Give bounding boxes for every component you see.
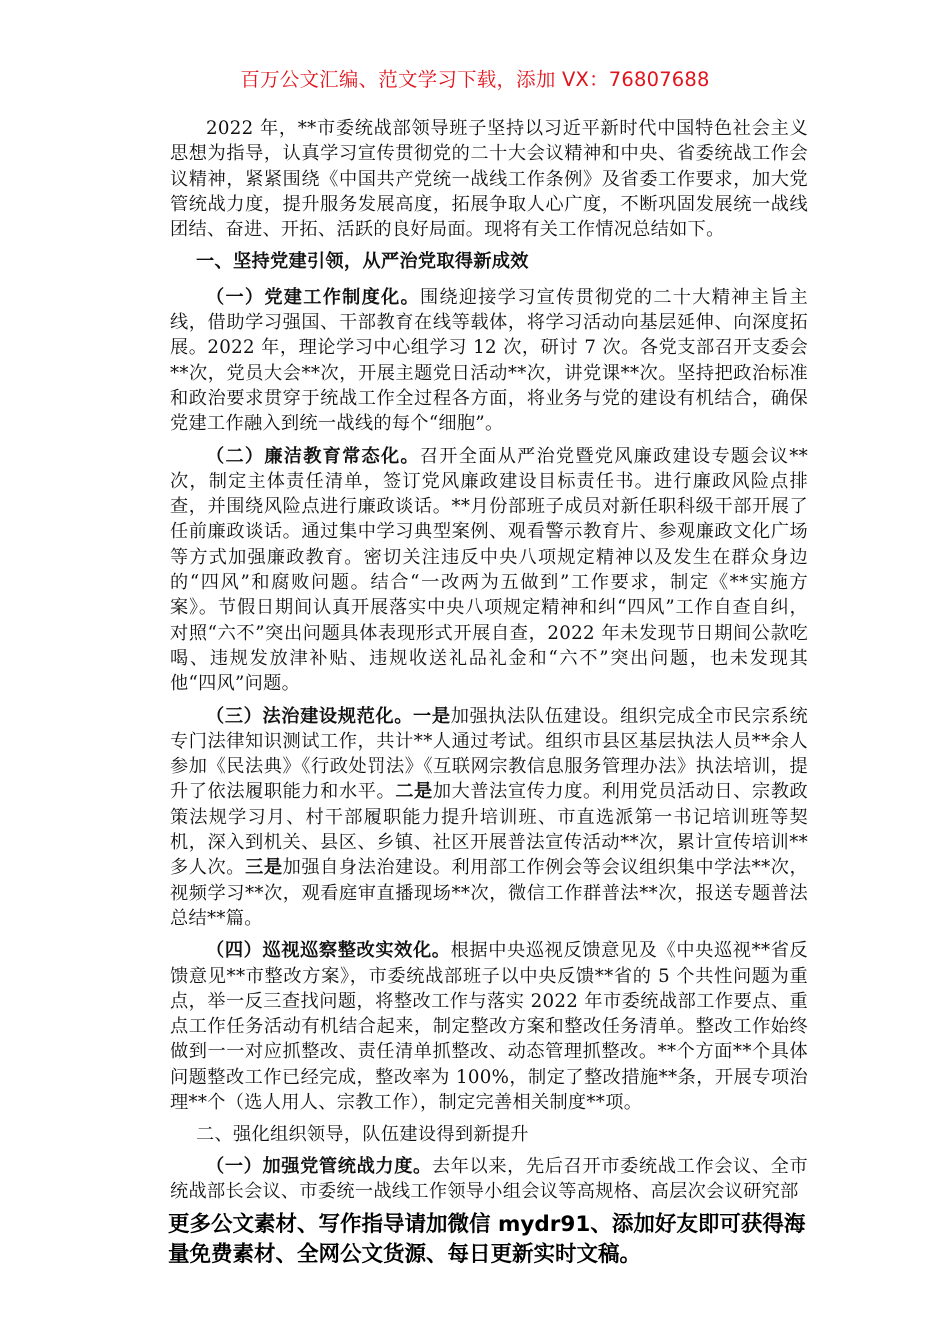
section-1-paragraph-3	[170, 704, 808, 932]
section-1-paragraph-4	[170, 938, 808, 1115]
subheading: （三）法治建设规范化。	[206, 705, 414, 727]
keyword: 二是	[395, 781, 433, 803]
section-1-paragraph-2	[170, 444, 808, 697]
subheading: （一）加强党管统战力度。	[206, 1155, 432, 1177]
section-2-heading: 二、强化组织领导，队伍建设得到新提升	[196, 1124, 529, 1146]
keyword: 一是	[413, 705, 451, 727]
document-body	[170, 116, 808, 1211]
subheading: （四）巡视巡察整改实效化。	[206, 940, 451, 962]
paragraph-text: 召开全面从严治党暨党风廉政建设专题会议**次，制定主体责任清单，签订党风廉政建设目标责任书。进行廉政风险点排查，并围绕风险点进行廉政谈话。**月份部班子成员对新任职科级干部开展了任前廉政谈话。通过集中学习典型案例、观看警示教育片、参观廉政文化广场等方式加强廉政教育。密切关注违反中央八项规定精神以及发生在群众身边的“四风”和腐败问题。结合“一改两为五做到”工作要求，制定《**实施方案》。节假日期间认真开展落实中央八项规定精神和纠“四风”工作自查自纠，对照“六不”突出问题具体表现形式开展自查，2022 年未发现节日期间公款吃喝、违规发放津补贴、违规收送礼品礼金和“六不”突出问题，也未发现其他“四风”问题。	[170, 445, 808, 695]
subheading: （一）党建工作制度化。	[206, 286, 420, 308]
subheading: （二）廉洁教育常态化。	[206, 445, 420, 467]
paragraph-text: 根据中央巡视反馈意见及《中央巡视**省反馈意见**市整改方案》，市委统战部班子以中央反馈**省的 5 个共性问题为重点，举一反三查找问题，将整改工作与落实 2022 年市委统战部工作要点、重点工作任务活动有机结合起来，制定整改方案和整改任务清单。整改工作始终做到一一对应抓整改、责任清单抓整改、动态管理抓整改。**个方面**个具体问题整改工作已经完成，整改率为 100%，制定了整改措施**条，开展专项治理**个（选人用人、宗教工作），制定完善相关制度**项。	[170, 940, 808, 1113]
paragraph-text: 去年以来，先后召开市委统战工作会议、全市统战部长会议、市委统一战线工作领导小组会议等高规格、高层次会议研究部	[170, 1155, 808, 1202]
paragraph-text: 加强自身法治建设。利用部工作例会等会议组织集中学法**次，视频学习**次，观看庭审直播现场**次，微信工作群普法**次，报送专题普法总结**篇。	[170, 857, 808, 929]
keyword: 三是	[245, 857, 283, 879]
paragraph-text: 加大普法宣传力度。利用党员活动日、宗教政策法规学习月、村干部履职能力提升培训班、市直选派第一书记培训班等契机，深入到机关、县区、乡镇、社区开展普法宣传活动**次，累计宣传培训**多人次。	[170, 781, 808, 879]
section-2-paragraph-1	[170, 1154, 808, 1205]
promo-header: 百万公文汇编、范文学习下载，添加 VX：76807688	[240, 68, 710, 91]
promo-footer: 更多公文素材、写作指导请加微信 mydr91、添加好友即可获得海量免费素材、全网公文货源、每日更新实时文稿。	[168, 1212, 806, 1267]
intro-paragraph: 2022 年，**市委统战部领导班子坚持以习近平新时代中国特色社会主义思想为指导，认真学习宣传贯彻党的二十大会议精神和中央、省委统战工作会议精神，紧紧围绕《中国共产党统一战线工作条例》及省委工作要求，加大党管统战力度，提升服务发展高度，拓展争取人心广度，不断巩固发展统一战线团结、奋进、开拓、活跃的良好局面。现将有关工作情况总结如下。	[170, 118, 808, 241]
section-1-paragraph-1	[170, 285, 808, 437]
paragraph-text: 加强执法队伍建设。组织完成全市民宗系统专门法律知识测试工作，共计**人通过考试。组织市县区基层执法人员**余人参加《民法典》《行政处罚法》《互联网宗教信息服务管理办法》执法培训，提升了依法履职能力和水平。	[170, 705, 808, 803]
paragraph-text: 围绕迎接学习宣传贯彻党的二十大精神主旨主线，借助学习强国、干部教育在线等载体，将学习活动向基层延伸、向深度拓展。2022 年，理论学习中心组学习 12 次，研讨 7 次。各党支部召开支委会**次，党员大会**次，开展主题党日活动**次，讲党课**次。坚持把政治标准和政治要求贯穿于统战工作全过程各方面，将业务与党的建设有机结合，确保党建工作融入到统一战线的每个“细胞”。	[170, 286, 808, 435]
section-1-heading: 一、坚持党建引领，从严治党取得新成效	[196, 251, 529, 273]
